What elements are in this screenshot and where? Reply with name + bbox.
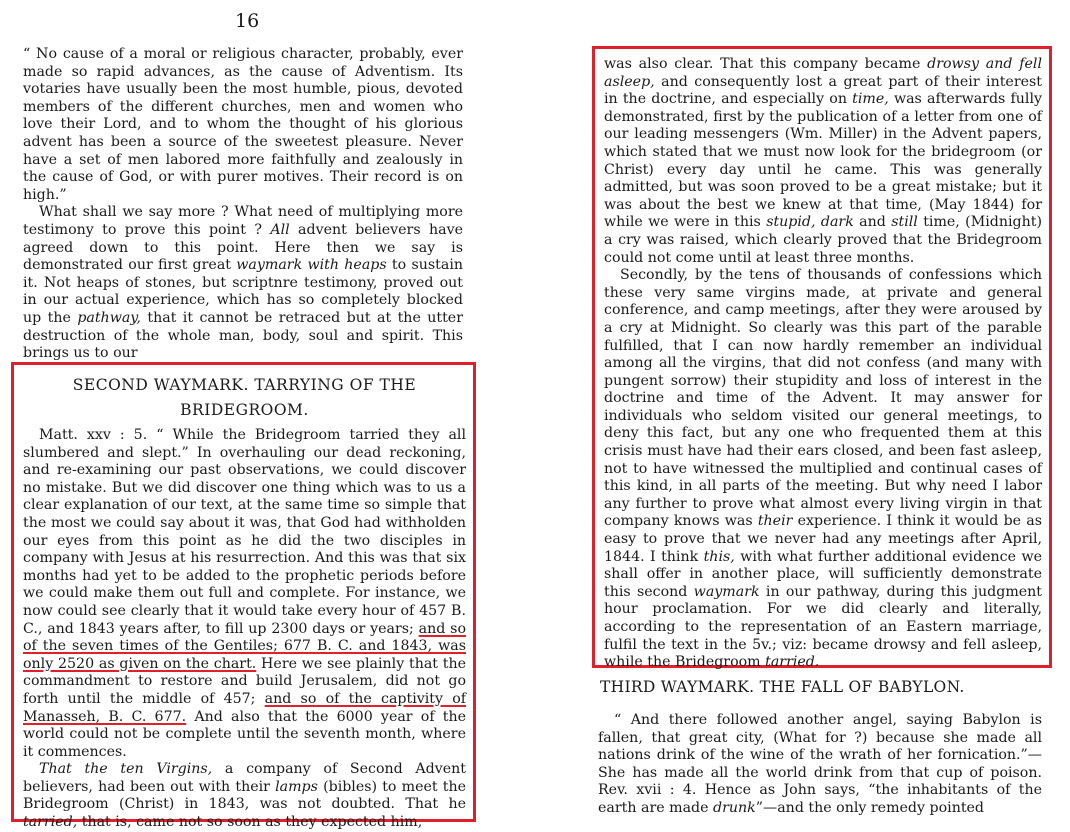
underlined-passage-manasseh: and so of the captivity of Manasseh, B. C. 677. — [23, 690, 467, 725]
highlight-box-continuation — [592, 46, 1052, 671]
third-waymark-section — [598, 712, 1042, 818]
section-heading-second-waymark: SECOND WAYMARK. TARRYING OF THE BRIDEGROOM. — [72, 376, 417, 419]
second-waymark-section — [23, 371, 466, 832]
highlight-box-second-waymark — [11, 362, 476, 831]
continuation-paragraph-2: Secondly, by the tens of thousands of confessions which these very same virgins made, at private and general conference, and camp meetings, after they were aroused by a cry at Midnight. So clearly was this part of the parable fulfilled, that I can now hardly remember an individual among all the virgins, that did not confess (and many with pungent sorrow) their stupidity and loss of interest in the doctrine and time of the Advent. It may answer for individuals who seldom visited our general meetings, to deny this fact, but any one who frequented them at this crisis must have had their ears closed, and been fast asleep, not to have witnessed the multiplied and continual cases of this kind, in all parts of the meeting. But why need I labor any further to prove what almost every living virgin in that company knows was their experience. I think it would be as easy to prove that we never had any meetings after April, 1844. I think this, with what further additional evidence we shall offer in another place, will sufficiently demonstrate this second waymark in our pathway, during this judgment hour proclamation. For we did clearly and literally, according to the representation of an Eastern marriage, fulfil the text in the 5v.; viz: became drowsy and fell asleep, while the Bridegroom tarried. — [604, 267, 1043, 671]
section-heading-third-waymark: THIRD WAYMARK. THE FALL OF BABYLON. — [600, 678, 965, 696]
waymark-intro-paragraph: What shall we say more ? What need of multiplying more testimony to prove this point ? All advent believers have agreed down to this point. Here then we say is demonstrated our first great waymark with heaps to sustain it. Not heaps of stones, but scriptnre testimony, proved out in our actual experience, which has so completely blocked up the pathway, that it cannot be retraced but at the utter destruction of the whole man, body, soul and spirit. This brings us to our — [23, 204, 463, 362]
underlined-passage-gentiles: and so of the seven times of the Gentiles; 677 B. C. and 1843, was only 2520 as given on the chart. — [23, 620, 466, 672]
continuation-paragraph-1: was also clear. That this company became drowsy and fell asleep, and consequently lost a great part of their interest in the doctrine, and especially on time, was afterwards fully demonstrated, first by the publication of a letter from one of our leading messengers (Wm. Miller) in the Advent papers, which stated that we must now look for the bridegroom (or Christ) every day until he came. This was generally admitted, but was soon proved to be a great mistake; but it was about the best we knew at that time, (May 1844) for while we were in this stupid, dark and still time, (Midnight) a cry was raised, which clearly proved that the Bridegroom could not come until at least three months. — [604, 56, 1043, 266]
left-column-intro — [23, 46, 463, 363]
continuation-section — [604, 56, 1042, 672]
second-waymark-paragraph-2: That the ten Virgins, a company of Second Advent believers, had been out with their lamps (bibles) to meet the Bridegroom (Christ) in 1843, was not doubted. That he tarried, that is, came not so soon as they expected him, — [23, 761, 466, 831]
page-number: 16 — [235, 10, 260, 32]
second-waymark-paragraph-1: Matt. xxv : 5. “ While the Bridegroom tarried they all slumbered and slept.” In overhauling our dead reckoning, and re-examining our past observations, we could discover no mistake. But we did discover one thing which was to us a clear explanation of our text, at the same time so simple that the most we could say about it was, that God had withholden our eyes from this point as he did the two disciples in company with Jesus at his resurrection. And this was that six months had yet to be added to the prophetic periods before we could make them out full and complete. For instance, we now could see clearly that it would take every hour of 457 B. C., and 1843 years after, to fill up 2300 days or years; and so of the seven times of the Gentiles; 677 B. C. and 1843, was only 2520 as given on the chart. Here we see plainly that the commandment to restore and build Jerusalem, did not go forth until the middle of 457; and so of the captivity of Manasseh, B. C. 677. And also that the 6000 year of the world could not be complete until the seventh month, where it commences. — [23, 427, 467, 760]
third-waymark-paragraph: “ And there followed another angel, saying Babylon is fallen, that great city, (What for ?) because she made all nations drink of the wine of the wrath of her fornication.”— She has made all the world drink from that cup of poison. Rev. xvii : 4. Hence as John says, “the inhabitants of the earth are made drunk”—and the only remedy pointed — [598, 712, 1042, 816]
quote-paragraph: “ No cause of a moral or religious character, probably, ever made so rapid advances, as the cause of Adventism. Its votaries have usually been the most humble, pious, devoted members of the different churches, men and women who love their Lord, and to whom the thought of his glorious advent has been a source of the sweetest pleasure. Never have a set of men labored more faithfully and zealously in the cause of God, or with purer motives. Their record is on high.” — [23, 46, 463, 203]
